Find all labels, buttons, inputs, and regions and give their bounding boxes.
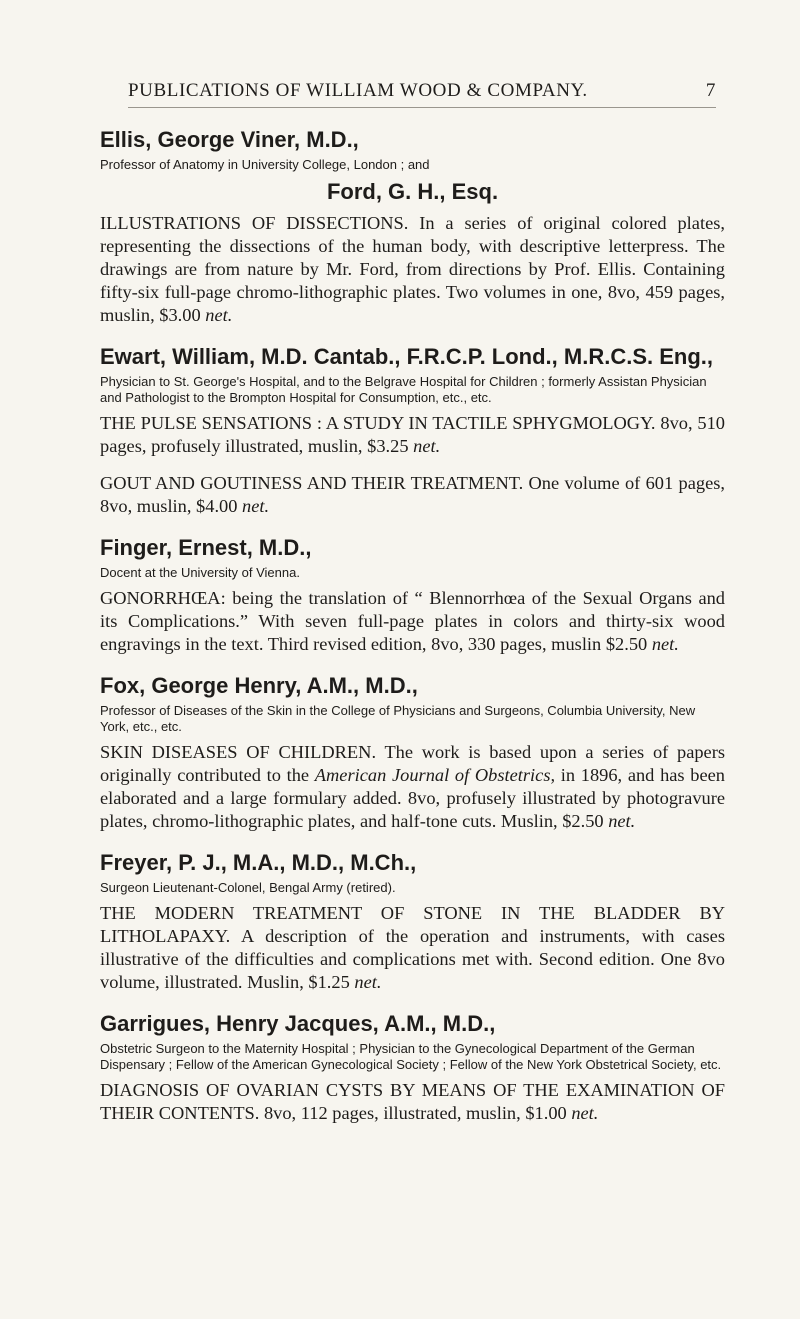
author-name: Fox, George Henry, A.M., M.D., — [100, 673, 418, 698]
net-price-label: net. — [242, 496, 270, 516]
coauthor-name: Ford, G. H., Esq. — [326, 179, 499, 204]
net-price-label: net. — [205, 305, 233, 325]
net-price-label: net. — [354, 972, 382, 992]
author-affiliation: Physician to St. George's Hospital, and to the Belgrave Hospital for Children ; formerly Assistan Physician and Pathologist to the Brompton Hospital for Consumption, etc., etc. — [100, 374, 707, 405]
author-affiliation: Professor of Diseases of the Skin in the College of Physicians and Surgeons, Columbia University, New York, etc., etc. — [100, 703, 696, 734]
book-description — [100, 212, 725, 327]
net-price-label: net. — [413, 436, 441, 456]
net-price-label: net. — [651, 634, 679, 654]
author-affiliation: Surgeon Lieutenant-Colonel, Bengal Army (retired). — [100, 880, 396, 895]
description-text: DIAGNOSIS OF OVARIAN CYSTS BY MEANS OF THE EXAMINATION OF THEIR CONTENTS. 8vo, 112 pages, illustrated, muslin, $1.00 — [100, 1080, 725, 1123]
catalog-entries — [100, 126, 725, 1141]
author-name: Freyer, P. J., M.A., M.D., M.Ch., — [100, 850, 417, 875]
book-description — [100, 741, 725, 833]
description-text: GONORRHŒA: being the translation of “ Blennorrhœa of the Sexual Organs and its Complications.” With seven full-page plates in colors and thirty-six wood engravings in the text. Third revised edition, 8vo, 330 pages, muslin $2.50 — [100, 588, 725, 654]
entry-ewart — [100, 343, 725, 518]
author-name: Finger, Ernest, M.D., — [100, 535, 312, 560]
net-price-label: net. — [608, 811, 636, 831]
entry-ellis — [100, 126, 725, 327]
running-header — [128, 80, 716, 102]
header-rule — [128, 107, 716, 108]
book-description — [100, 472, 725, 518]
book-description — [100, 902, 725, 994]
author-affiliation: Docent at the University of Vienna. — [100, 565, 300, 580]
running-title: PUBLICATIONS OF WILLIAM WOOD & COMPANY. — [128, 80, 588, 101]
description-text: ILLUSTRATIONS OF DISSECTIONS. In a series of original colored plates, representing the dissections of the human body, with descriptive letterpress. The drawings are from nature by Mr. Ford, from directions by Prof. Ellis. Containing fifty-six full-page chromo-lithographic plates. Two volumes in one, 8vo, 459 pages, muslin, $3.00 — [100, 213, 725, 325]
description-text-before: SKIN DISEASES OF CHILDREN. The work is based upon a series of papers originally contributed to the — [100, 742, 725, 785]
author-name: Ewart, William, M.D. Cantab., F.R.C.P. Lond., M.R.C.S. Eng., — [100, 344, 714, 369]
book-description — [100, 412, 725, 458]
description-text: GOUT AND GOUTINESS AND THEIR TREATMENT. One volume of 601 pages, 8vo, muslin, $4.00 — [100, 473, 725, 516]
author-affiliation: Obstetric Surgeon to the Maternity Hospital ; Physician to the Gynecological Department of the German Dispensary ; Fellow of the American Gynecological Society ; Fellow of the New York Obstetrical Society, etc. — [100, 1041, 722, 1072]
journal-title: American Journal of Obstetrics, — [314, 765, 556, 785]
description-text: in 1896, and has been elaborated and a large formulary added. 8vo, profusely illustrated by photogravure plates, chromo-lithographic plates, and half-tone cuts. Muslin, $2.50 — [100, 765, 725, 831]
author-name: Garrigues, Henry Jacques, A.M., M.D., — [100, 1011, 496, 1036]
page-number: 7 — [705, 80, 716, 101]
entry-finger — [100, 534, 725, 656]
book-description — [100, 587, 725, 656]
description-text: THE MODERN TREATMENT OF STONE IN THE BLADDER BY LITHOLAPAXY. A description of the operation and instruments, with cases illustrative of the difficulties and complications met with. Second edition. One 8vo volume, illustrated. Muslin, $1.25 — [100, 903, 725, 992]
book-description — [100, 1079, 725, 1125]
author-name: Ellis, George Viner, M.D., — [100, 127, 359, 152]
entry-freyer — [100, 849, 725, 994]
net-price-label: net. — [571, 1103, 599, 1123]
entry-fox — [100, 672, 725, 833]
description-text: THE PULSE SENSATIONS : A STUDY IN TACTILE SPHYGMOLOGY. 8vo, 510 pages, profusely illustrated, muslin, $3.25 — [100, 413, 725, 456]
entry-garrigues — [100, 1010, 725, 1125]
author-affiliation: Professor of Anatomy in University College, London ; and — [100, 157, 430, 172]
